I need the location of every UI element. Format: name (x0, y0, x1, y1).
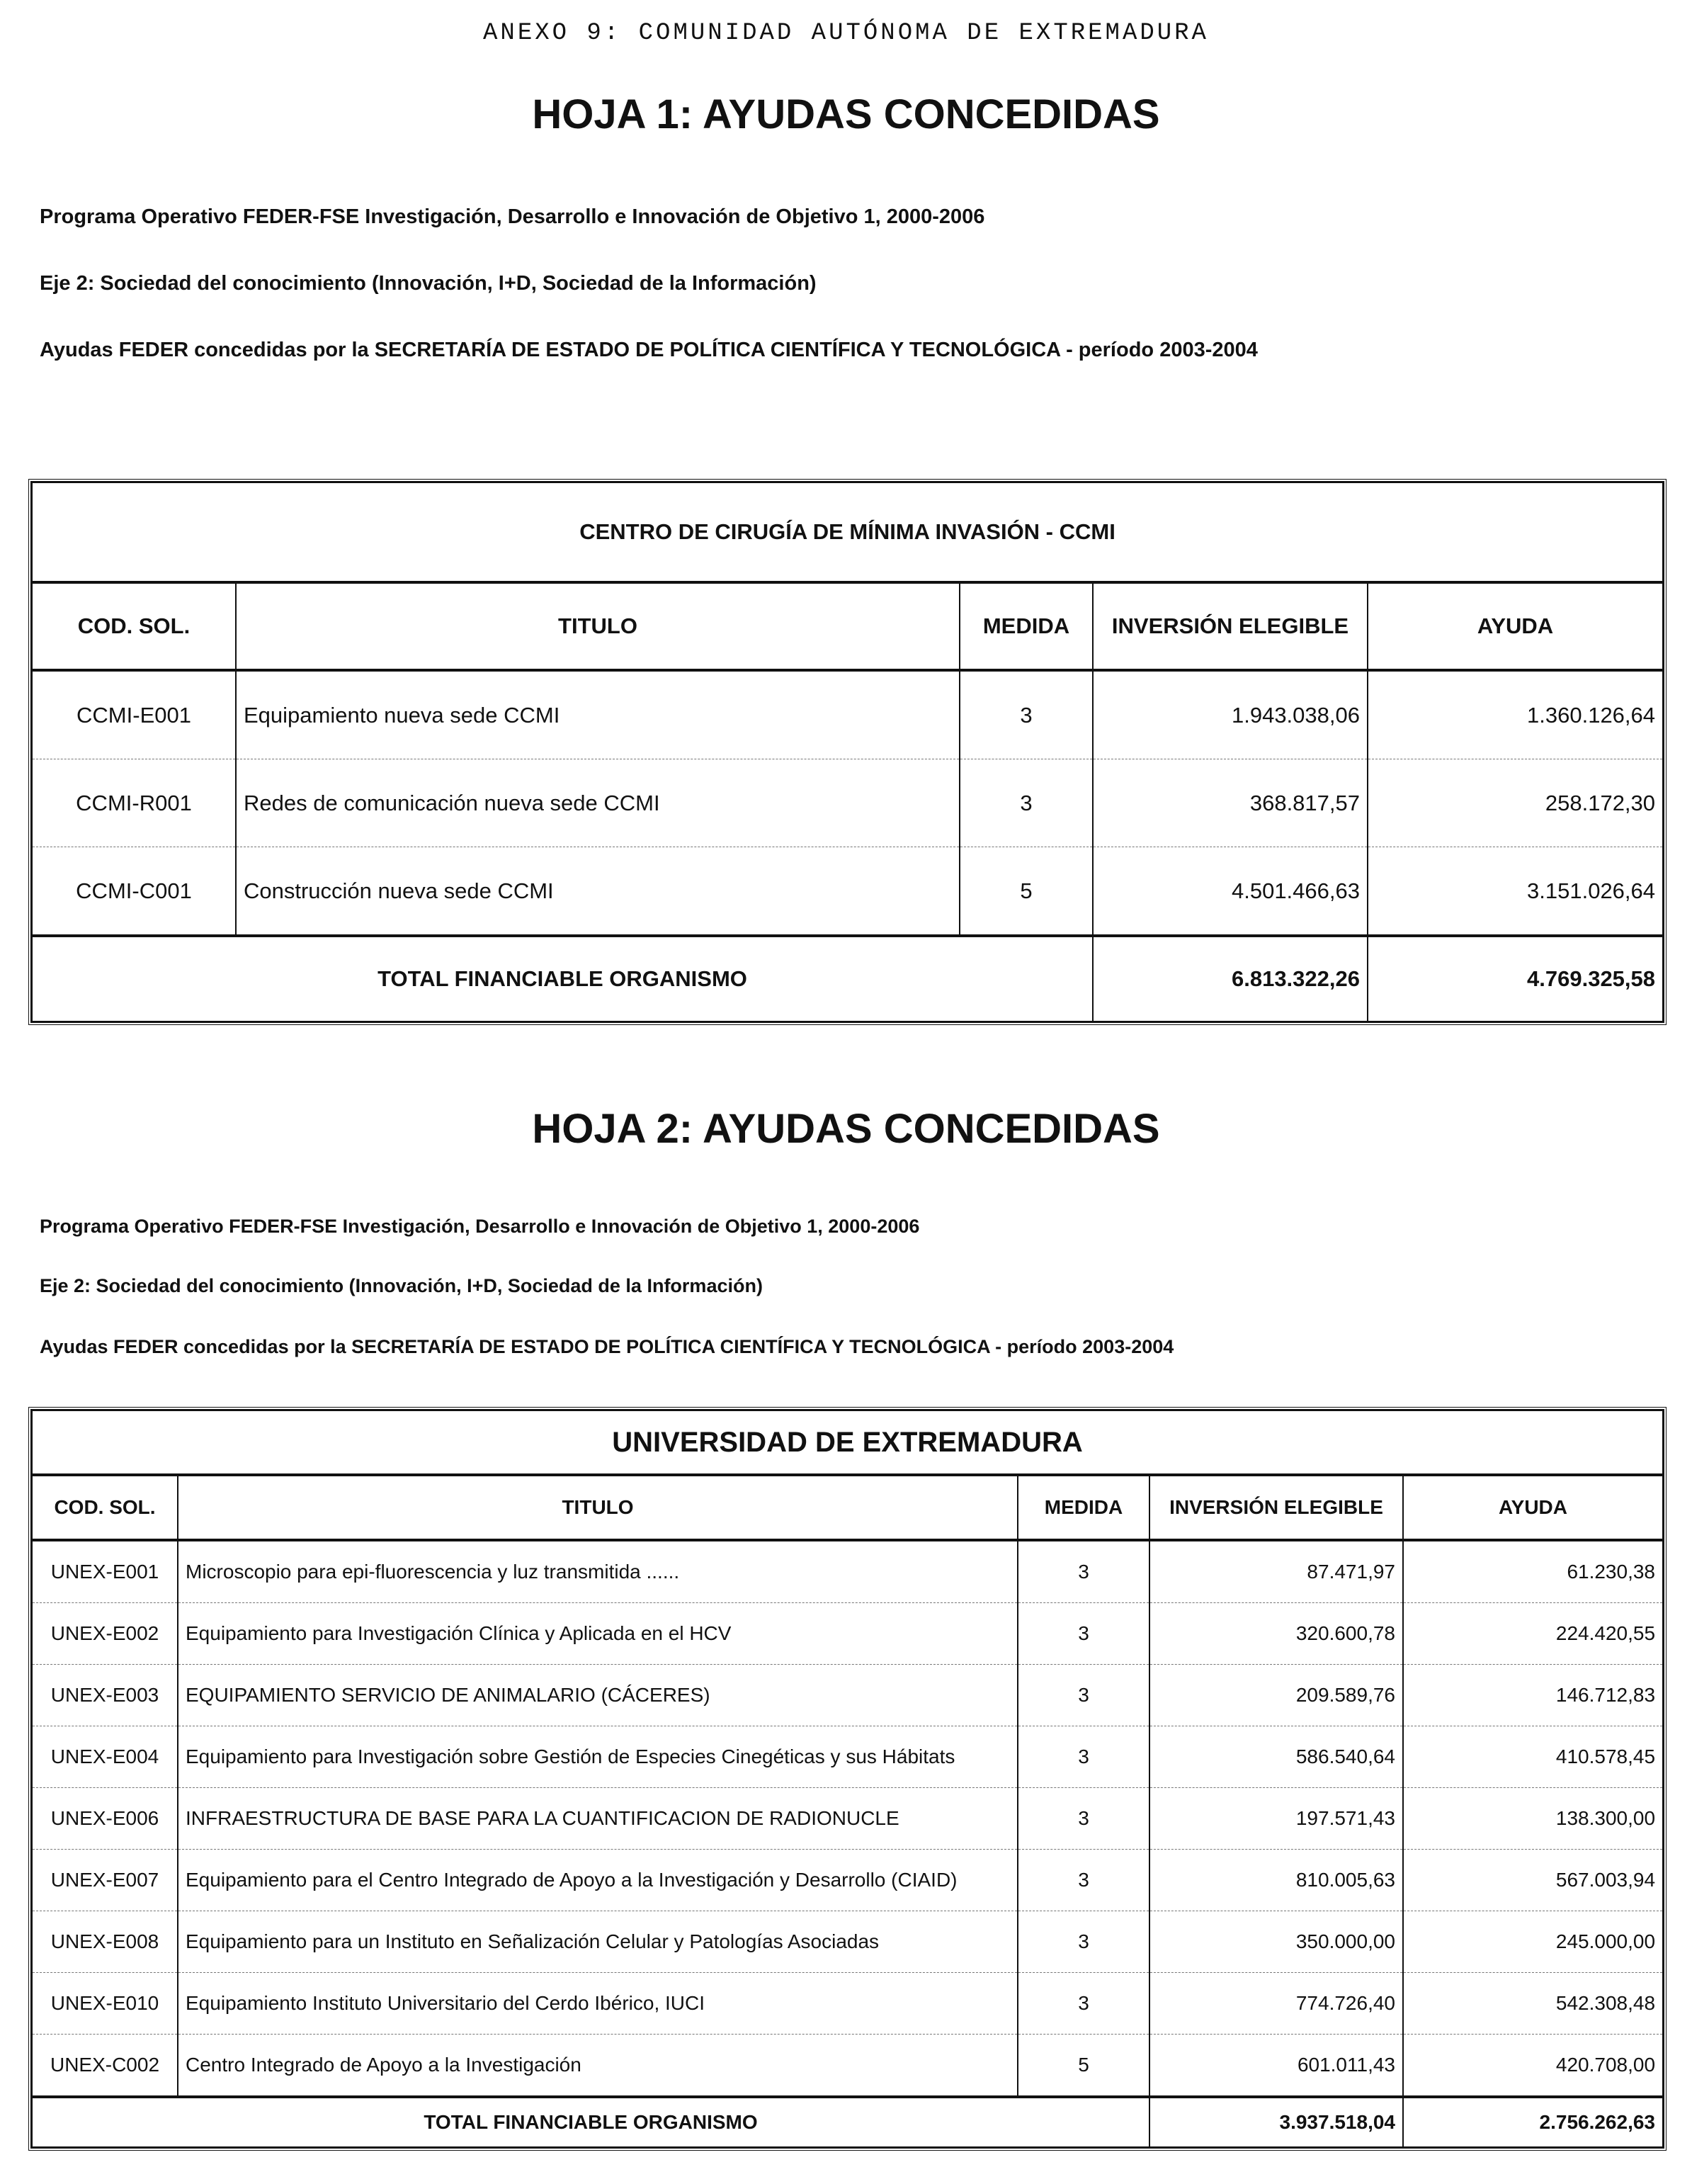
cell-title: Redes de comunicación nueva sede CCMI (236, 759, 960, 847)
cell-investment: 774.726,40 (1149, 1973, 1403, 2035)
cell-measure: 3 (1018, 1726, 1149, 1788)
cell-code: CCMI-C001 (32, 847, 236, 937)
cell-aid: 3.151.026,64 (1368, 847, 1663, 937)
cell-title: Equipamiento nueva sede CCMI (236, 670, 960, 759)
cell-investment: 810.005,63 (1149, 1850, 1403, 1911)
cell-aid: 138.300,00 (1403, 1788, 1663, 1850)
cell-title: Equipamiento para el Centro Integrado de Apoyo a la Investigación y Desarrollo (CIAID) (178, 1850, 1018, 1911)
col-medida: MEDIDA (960, 582, 1093, 670)
sheet-1-title: HOJA 1: AYUDAS CONCEDIDAS (532, 91, 1160, 137)
cell-aid: 542.308,48 (1403, 1973, 1663, 2035)
cell-measure: 3 (960, 670, 1093, 759)
cell-aid: 410.578,45 (1403, 1726, 1663, 1788)
cell-title: Equipamiento para Investigación Clínica y Aplicada en el HCV (178, 1603, 1018, 1665)
table-row (32, 2035, 1663, 2098)
table-row (32, 1973, 1663, 2035)
table-row (32, 847, 1663, 937)
annex-title: ANEXO 9: COMUNIDAD AUTÓNOMA DE EXTREMADURA (483, 20, 1209, 47)
total-aid: 2.756.262,63 (1403, 2097, 1663, 2147)
cell-code: CCMI-E001 (32, 670, 236, 759)
grants-table-ccmi (31, 482, 1664, 1022)
cell-code: UNEX-E002 (32, 1603, 178, 1665)
total-row (32, 2097, 1663, 2147)
col-ayuda: AYUDA (1368, 582, 1663, 670)
table-row (32, 1726, 1663, 1788)
col-cod-sol: COD. SOL. (32, 582, 236, 670)
table-row (32, 1911, 1663, 1973)
cell-aid: 61.230,38 (1403, 1540, 1663, 1603)
cell-investment: 586.540,64 (1149, 1726, 1403, 1788)
sheet-1-program: Programa Operativo FEDER-FSE Investigación, Desarrollo e Innovación de Objetivo 1, 2000-2006 (40, 205, 985, 228)
cell-measure: 5 (1018, 2035, 1149, 2098)
cell-measure: 3 (1018, 1973, 1149, 2035)
col-ayuda: AYUDA (1403, 1475, 1663, 1540)
cell-investment: 350.000,00 (1149, 1911, 1403, 1973)
cell-code: UNEX-E006 (32, 1788, 178, 1850)
total-label: TOTAL FINANCIABLE ORGANISMO (32, 2097, 1149, 2147)
sheet-1-grants: Ayudas FEDER concedidas por la SECRETARÍA DE ESTADO DE POLÍTICA CIENTÍFICA Y TECNOLÓGICA - período 2003-2004 (40, 339, 1258, 361)
cell-measure: 3 (1018, 1850, 1149, 1911)
cell-measure: 3 (1018, 1665, 1149, 1726)
cell-title: Equipamiento para Investigación sobre Gestión de Especies Cinegéticas y sus Hábitats (178, 1726, 1018, 1788)
table-row (32, 1540, 1663, 1603)
cell-aid: 258.172,30 (1368, 759, 1663, 847)
cell-aid: 245.000,00 (1403, 1911, 1663, 1973)
cell-investment: 601.011,43 (1149, 2035, 1403, 2098)
organism-header: UNIVERSIDAD DE EXTREMADURA (32, 1410, 1663, 1475)
table-row (32, 1788, 1663, 1850)
total-investment: 6.813.322,26 (1093, 936, 1368, 1022)
col-inversion: INVERSIÓN ELEGIBLE (1093, 582, 1368, 670)
cell-code: UNEX-E004 (32, 1726, 178, 1788)
cell-title: Equipamiento Instituto Universitario del Cerdo Ibérico, IUCI (178, 1973, 1018, 2035)
cell-measure: 3 (1018, 1603, 1149, 1665)
cell-aid: 1.360.126,64 (1368, 670, 1663, 759)
total-label: TOTAL FINANCIABLE ORGANISMO (32, 936, 1093, 1022)
cell-measure: 3 (1018, 1788, 1149, 1850)
cell-investment: 320.600,78 (1149, 1603, 1403, 1665)
col-cod-sol: COD. SOL. (32, 1475, 178, 1540)
cell-aid: 567.003,94 (1403, 1850, 1663, 1911)
col-inversion: INVERSIÓN ELEGIBLE (1149, 1475, 1403, 1540)
cell-measure: 3 (1018, 1911, 1149, 1973)
col-medida: MEDIDA (1018, 1475, 1149, 1540)
table-header-row (32, 582, 1663, 670)
table-row (32, 1665, 1663, 1726)
cell-code: UNEX-E008 (32, 1911, 178, 1973)
col-titulo: TITULO (236, 582, 960, 670)
cell-code: CCMI-R001 (32, 759, 236, 847)
cell-title: EQUIPAMIENTO SERVICIO DE ANIMALARIO (CÁCERES) (178, 1665, 1018, 1726)
organism-header: CENTRO DE CIRUGÍA DE MÍNIMA INVASIÓN - CCMI (32, 482, 1663, 582)
cell-measure: 3 (1018, 1540, 1149, 1603)
cell-investment: 87.471,97 (1149, 1540, 1403, 1603)
cell-investment: 209.589,76 (1149, 1665, 1403, 1726)
table-row (32, 1850, 1663, 1911)
sheet-2-title: HOJA 2: AYUDAS CONCEDIDAS (532, 1106, 1160, 1152)
cell-code: UNEX-E003 (32, 1665, 178, 1726)
cell-code: UNEX-E001 (32, 1540, 178, 1603)
cell-measure: 3 (960, 759, 1093, 847)
sheet-2-grants: Ayudas FEDER concedidas por la SECRETARÍA DE ESTADO DE POLÍTICA CIENTÍFICA Y TECNOLÓGICA - período 2003-2004 (40, 1336, 1174, 1357)
table-row (32, 759, 1663, 847)
sheet-1-axis: Eje 2: Sociedad del conocimiento (Innovación, I+D, Sociedad de la Información) (40, 272, 817, 295)
cell-investment: 4.501.466,63 (1093, 847, 1368, 937)
cell-code: UNEX-E010 (32, 1973, 178, 2035)
table-header-row (32, 1475, 1663, 1540)
cell-aid: 146.712,83 (1403, 1665, 1663, 1726)
cell-title: Equipamiento para un Instituto en Señalización Celular y Patologías Asociadas (178, 1911, 1018, 1973)
col-titulo: TITULO (178, 1475, 1018, 1540)
sheet-2-program: Programa Operativo FEDER-FSE Investigación, Desarrollo e Innovación de Objetivo 1, 2000-2006 (40, 1216, 920, 1237)
cell-aid: 224.420,55 (1403, 1603, 1663, 1665)
total-investment: 3.937.518,04 (1149, 2097, 1403, 2147)
cell-title: Centro Integrado de Apoyo a la Investigación (178, 2035, 1018, 2098)
cell-title: INFRAESTRUCTURA DE BASE PARA LA CUANTIFICACION DE RADIONUCLE (178, 1788, 1018, 1850)
total-aid: 4.769.325,58 (1368, 936, 1663, 1022)
cell-aid: 420.708,00 (1403, 2035, 1663, 2098)
cell-investment: 1.943.038,06 (1093, 670, 1368, 759)
cell-investment: 197.571,43 (1149, 1788, 1403, 1850)
cell-title: Construcción nueva sede CCMI (236, 847, 960, 937)
grants-table-unex (31, 1410, 1664, 2148)
sheet-2-axis: Eje 2: Sociedad del conocimiento (Innovación, I+D, Sociedad de la Información) (40, 1275, 763, 1296)
table-row (32, 1603, 1663, 1665)
cell-code: UNEX-E007 (32, 1850, 178, 1911)
cell-investment: 368.817,57 (1093, 759, 1368, 847)
cell-measure: 5 (960, 847, 1093, 937)
cell-title: Microscopio para epi-fluorescencia y luz transmitida ...... (178, 1540, 1018, 1603)
cell-code: UNEX-C002 (32, 2035, 178, 2098)
table-row (32, 670, 1663, 759)
total-row (32, 936, 1663, 1022)
